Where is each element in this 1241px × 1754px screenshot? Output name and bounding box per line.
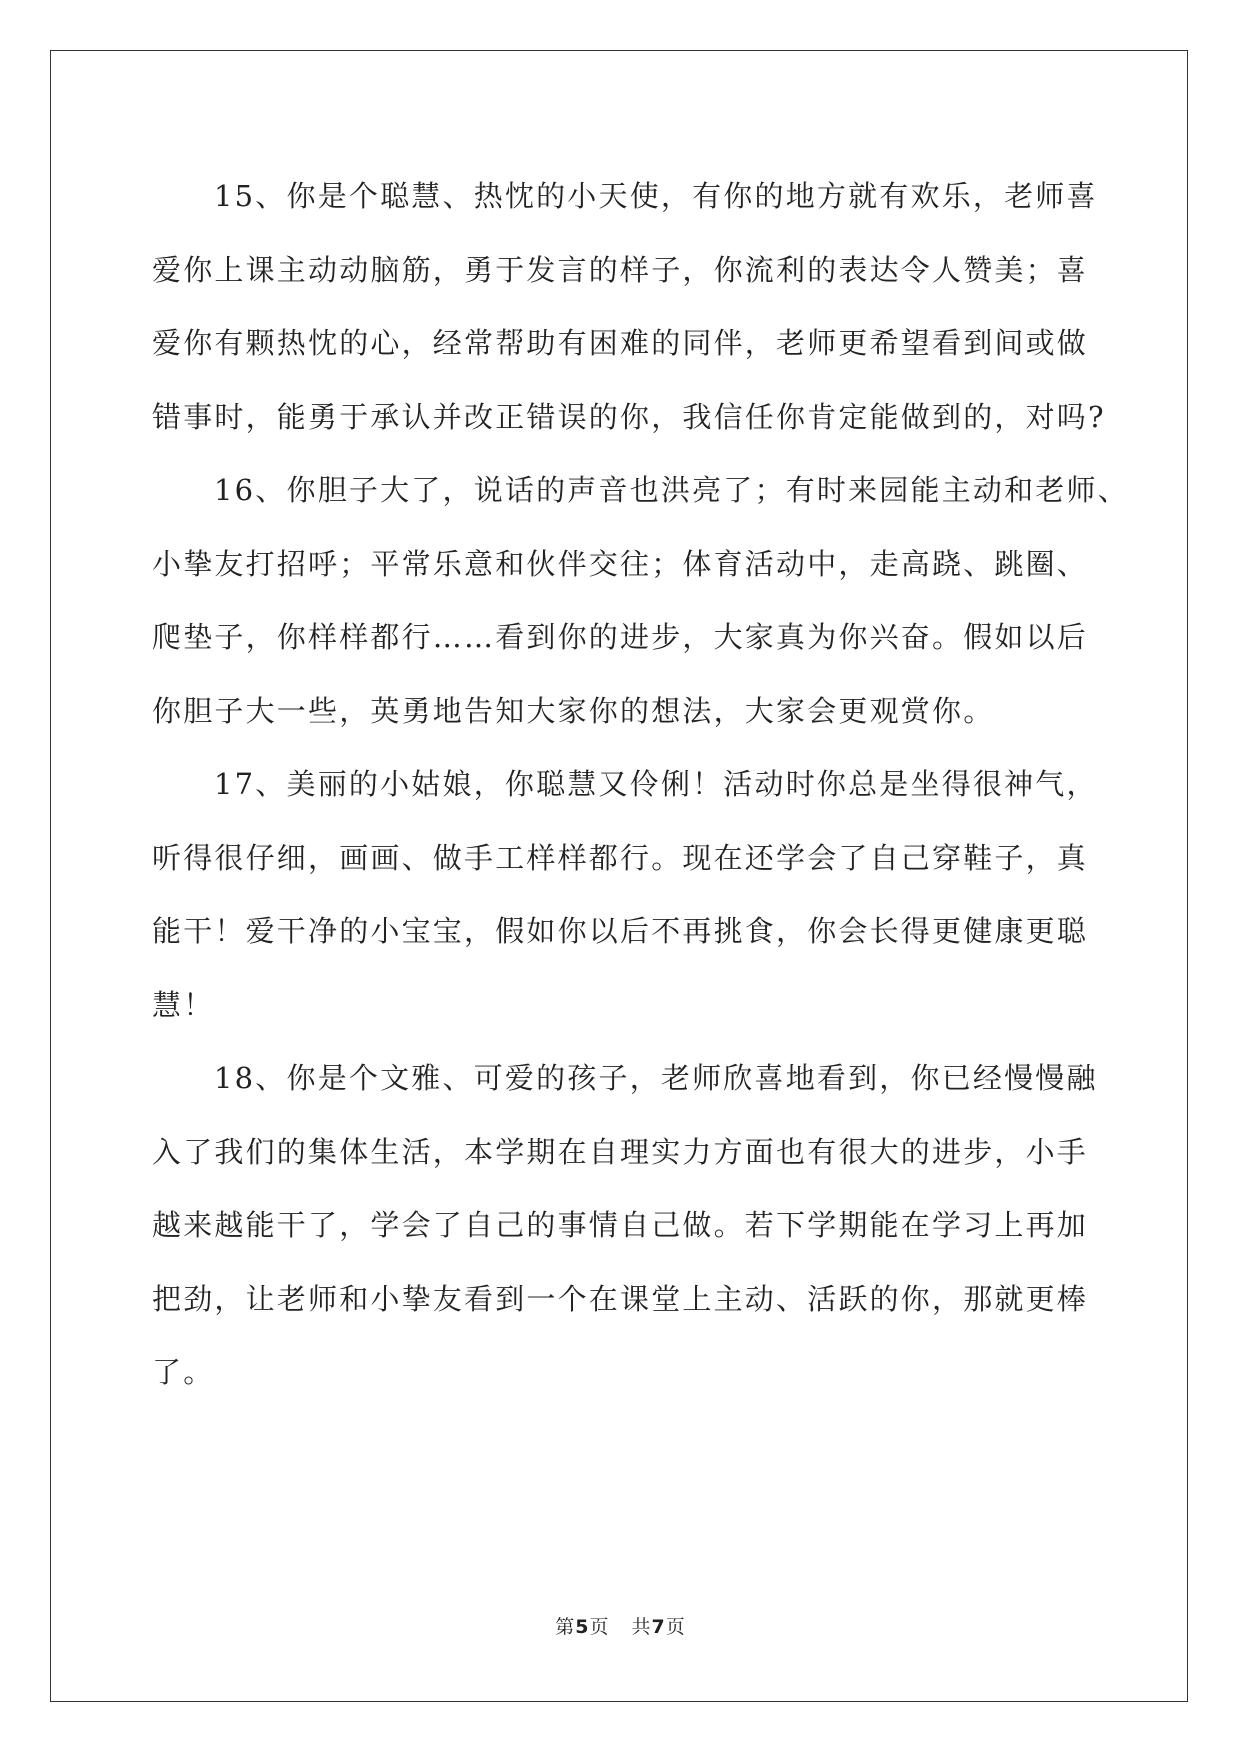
paragraph-line: 爱你上课主动动脑筋，勇于发言的样子，你流利的表达令人赞美；喜 [152, 252, 1089, 287]
paragraph-line: 18、你是个文雅、可爱的孩子，老师欣喜地看到，你已经慢慢融 [214, 1061, 1098, 1095]
paragraph-17 [152, 748, 1098, 1042]
paragraph-line: 入了我们的集体生活，本学期在自理实力方面也有很大的进步，小手 [152, 1134, 1089, 1169]
paragraph-line: 把劲，让老师和小挚友看到一个在课堂上主动、活跃的你，那就更棒 [152, 1281, 1089, 1316]
page-number-current: 5 [575, 1616, 590, 1638]
paragraph-line: 17、美丽的小姑娘，你聪慧又伶俐！活动时你总是坐得很神气， [214, 767, 1098, 801]
paragraph-line: 了。 [152, 1355, 215, 1389]
paragraph-line: 慧！ [152, 987, 215, 1022]
page-total-count: 7 [651, 1616, 666, 1638]
page-total-prefix: 共 [631, 1616, 652, 1638]
paragraph-18 [152, 1042, 1098, 1410]
paragraph-line: 你胆子大一些，英勇地告知大家你的想法，大家会更观赏你。 [152, 693, 995, 728]
page-number-prefix: 第 [555, 1616, 576, 1638]
document-body [152, 160, 1129, 1410]
paragraph-15 [152, 160, 1106, 454]
paragraph-line: 16、你胆子大了，说话的声音也洪亮了；有时来园能主动和老师、 [214, 473, 1129, 507]
paragraph-line: 爱你有颗热忱的心，经常帮助有困难的同伴，老师更希望看到间或做 [152, 326, 1089, 360]
page-total-suffix: 页 [665, 1616, 686, 1638]
paragraph-line: 越来越能干了，学会了自己的事情自己做。若下学期能在学习上再加 [152, 1208, 1089, 1242]
paragraph-16 [152, 454, 1129, 748]
page-footer [0, 1612, 1241, 1639]
paragraph-line: 听得很仔细，画画、做手工样样都行。现在还学会了自己穿鞋子，真 [152, 840, 1089, 875]
paragraph-line: 爬垫子，你样样都行……看到你的进步，大家真为你兴奋。假如以后 [152, 620, 1089, 654]
paragraph-line: 小挚友打招呼；平常乐意和伙伴交往；体育活动中，走高跷、跳圈、 [152, 546, 1089, 581]
paragraph-line: 能干！爱干净的小宝宝，假如你以后不再挑食，你会长得更健康更聪 [152, 914, 1089, 948]
paragraph-line: 15、你是个聪慧、热忱的小天使，有你的地方就有欢乐，老师喜 [214, 179, 1098, 213]
paragraph-line: 错事时，能勇于承认并改正错误的你，我信任你肯定能做到的，对吗? [152, 399, 1106, 434]
page-number-suffix: 页 [589, 1616, 610, 1638]
